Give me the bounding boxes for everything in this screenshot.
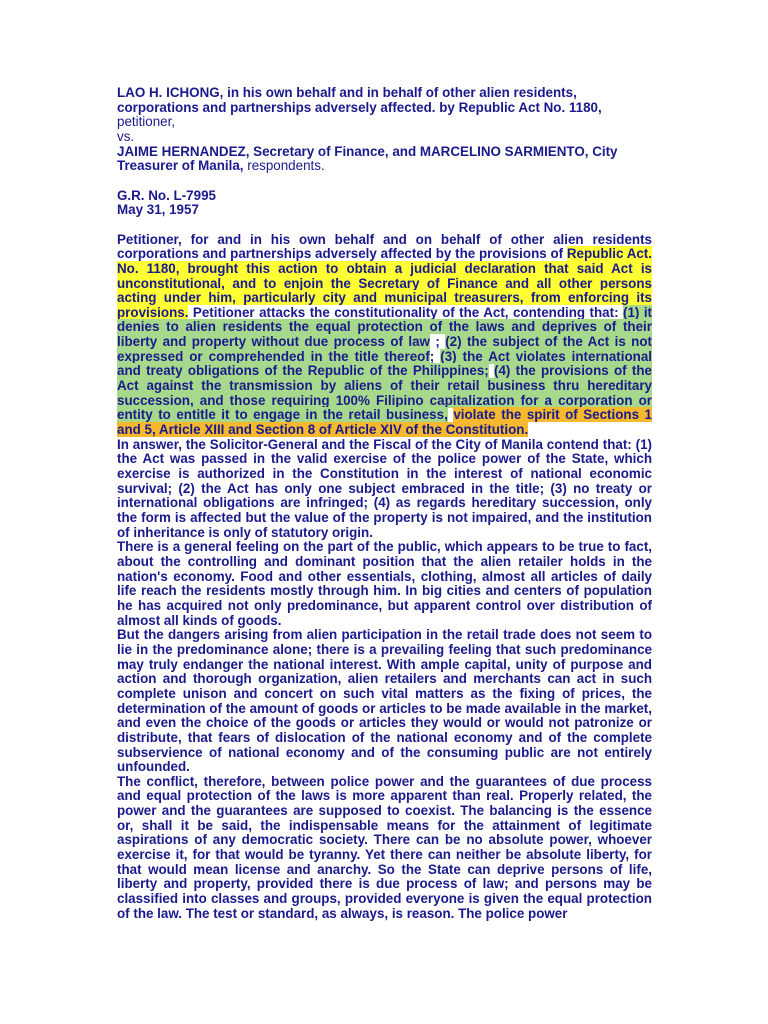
spacer	[117, 174, 652, 189]
highlight-orange: violate the spirit of Sections 1 and 5, Article XIII and Section 8 of Article XIV of the Constitution.	[117, 407, 652, 438]
highlight-green: (2) the subject of the Act is not expressed or comprehended in the title thereof	[117, 334, 652, 364]
decision-body	[117, 233, 652, 922]
highlight-green: (3) the Act violates international and treaty obligations of the Republic of the Philippines;	[117, 348, 652, 379]
respondents-line	[117, 145, 652, 174]
paragraph-answer: In answer, the Solicitor-General and the Fiscal of the City of Manila contend that: (1) the Act was passed in the valid exercise of the police power of the State, which exercise is authorized in the Constitution in the interest of national economic survival; (2) the Act has only one subject embraced in the title; (3) no treaty or international obligations are infringed; (4) as regards hereditary succession, only the form is affected but the value of the property is not impaired, and the institution of inheritance is only of statutory origin.	[117, 436, 652, 540]
decision-date: May 31, 1957	[117, 202, 199, 218]
paragraph-general-feeling: There is a general feeling on the part of the public, which appears to be true to fact, about the controlling and dominant position that the alien retailer holds in the nation's economy. Food and other essentials, clothing, almost all articles of daily life reach the residents mostly through him. In big cities and centers of population he has acquired not only predominance, but apparent control over distribution of almost all kinds of goods.	[117, 539, 652, 628]
document-page	[117, 86, 652, 921]
paragraph-petition	[117, 233, 652, 438]
paragraph-text: Petitioner, for and in his own behalf and on behalf of other alien residents corporations and partnerships adversely affected by the provisions of	[117, 231, 652, 262]
versus-label: vs.	[117, 128, 135, 144]
paragraph-text: ;	[429, 348, 441, 364]
highlight-green: (4) the provisions of the Act against the transmission by aliens of their retail business thru hereditary succession, and those requiring 100% Filipino capitalization for a corporation or entity to entitle it to engage in the retail business,	[117, 363, 652, 423]
paragraph-conflict: The conflict, therefore, between police power and the guarantees of due process and equal protection of the laws is more apparent than real. Properly related, the power and the guarantees are supposed to coexist. The balancing is the essence or, shall it be said, the indispensable means for the attainment of legitimate aspirations of any democratic society. There can be no absolute power, whoever exercise it, for that would be tyranny. Yet there can neither be absolute liberty, for that would mean license and anarchy. So the State can deprive persons of life, liberty and property, provided there is due process of law; and persons may be classified into classes and groups, provided everyone is given the equal protection of the law. The test or standard, as always, is reason. The police power	[117, 773, 652, 921]
case-number: G.R. No. L-7995	[117, 187, 216, 203]
respondent-names: JAIME HERNANDEZ, Secretary of Finance, and MARCELINO SARMIENTO, City Treasurer of Manila,	[117, 143, 618, 174]
paragraph-text: ;	[429, 334, 446, 350]
respondent-role: respondents.	[243, 158, 325, 174]
petitioner-role: petitioner,	[117, 114, 176, 130]
highlight-green: (1) it denies to alien residents the equal protection of the laws and deprives of their liberty and property without due process of law	[117, 304, 652, 350]
paragraph-dangers: But the dangers arising from alien participation in the retail trade does not seem to lie in the predominance alone; there is a prevailing feeling that such predominance may truly endanger the national interest. With ample capital, unity of purpose and action and thorough organization, alien retailers and merchants can act in such complete unison and concert on such vital matters as the fixing of prices, the determination of the amount of goods or articles to be made available in the market, and even the choice of the goods or articles they would or would not patronize or distribute, that fears of dislocation of the national economy and of the complete subservience of national economy and of the consuming public are not entirely unfounded.	[117, 627, 652, 775]
spacer	[117, 218, 652, 233]
paragraph-text: Petitioner attacks the constitutionality of the Act, contending that:	[188, 304, 623, 320]
highlight-yellow: Republic Act. No. 1180, brought this action to obtain a judicial declaration that said Act is unconstitutional, and to enjoin the Secretary of Finance and all other persons acting under him, particularly city and municipal treasurers, from enforcing its provisions.	[117, 246, 652, 320]
case-caption	[117, 86, 652, 233]
petitioner-name: LAO H. ICHONG, in his own behalf and in behalf of other alien residents, corporations and partnerships adversely affected. by Republic Act No. 1180,	[117, 85, 602, 115]
